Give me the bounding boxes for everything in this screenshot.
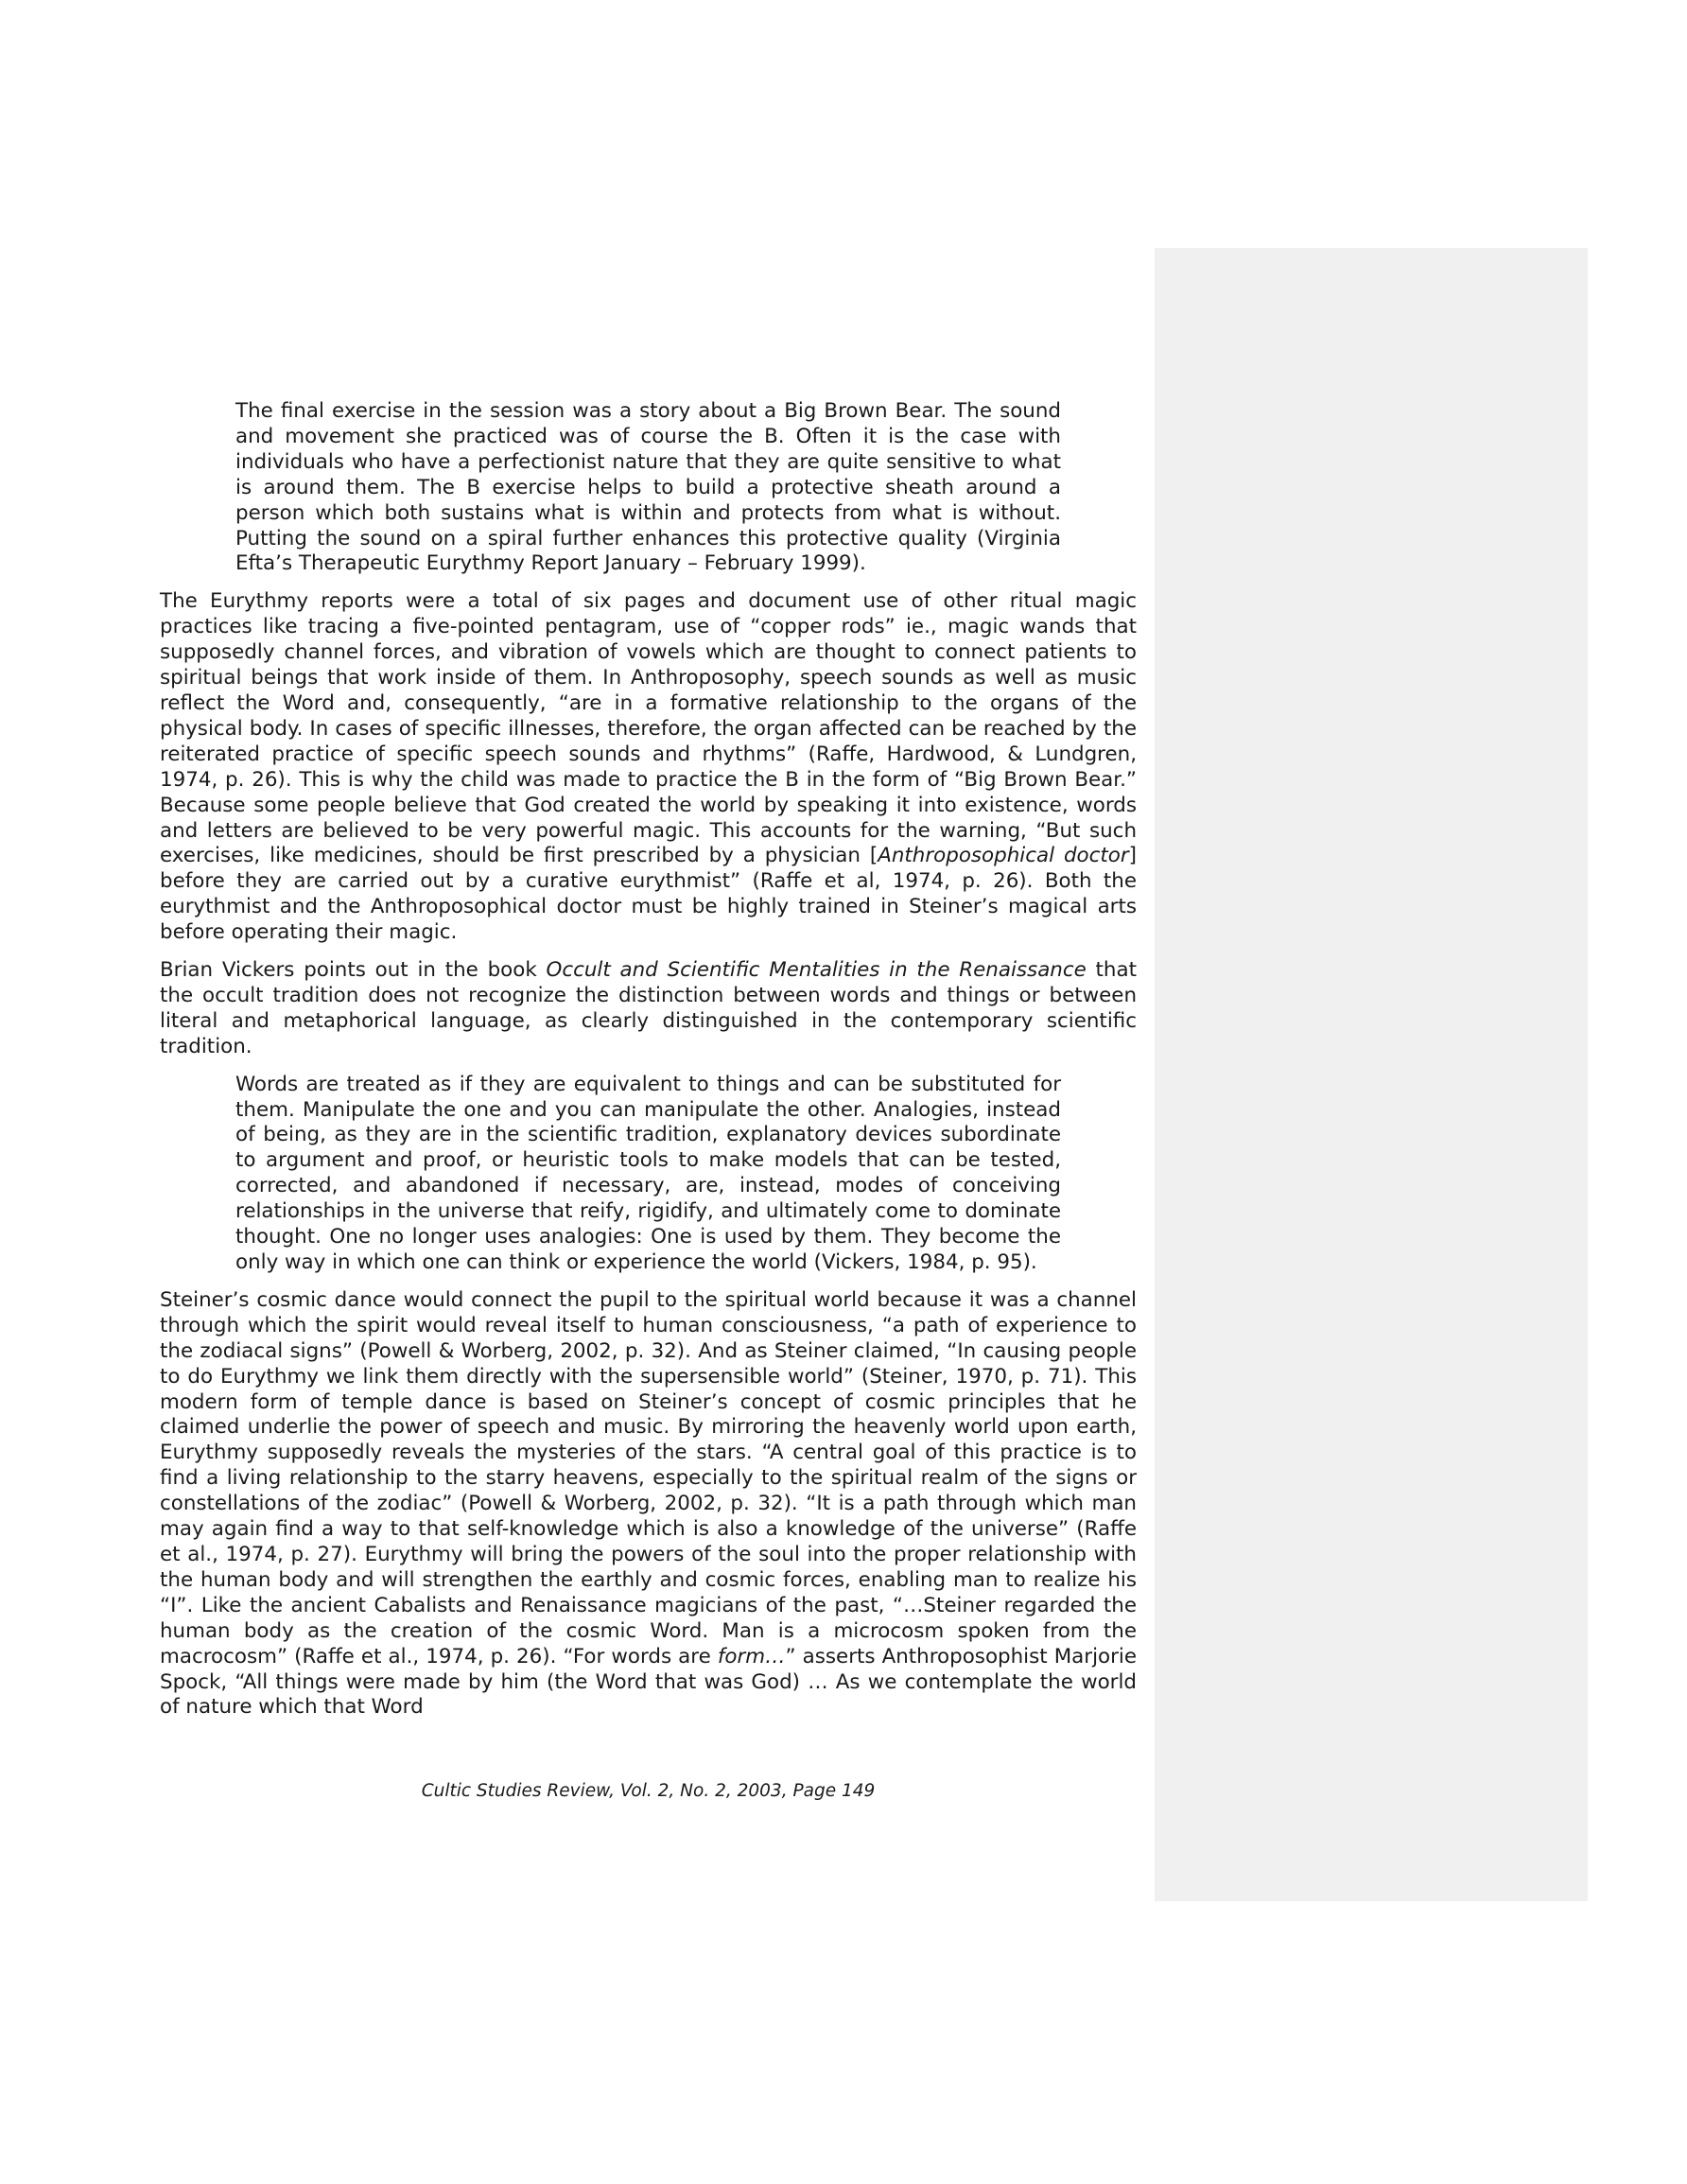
body-paragraph <box>160 1288 1137 1721</box>
document-body <box>160 399 1137 1733</box>
block-quote <box>235 399 1061 577</box>
italic-text: Anthroposophical doctor <box>878 844 1129 868</box>
body-paragraph <box>160 958 1137 1060</box>
text-run: The final exercise in the session was a story about a Big Brown Bear. The sound and movement she practiced was of course the B. Often it is the case with individuals who have a perfectionist nature that they are quite sensitive to what is around them. The B exercise helps to build a protective sheath around a person which both sustains what is within and protects from what is without. Putting the sound on a spiral further enhances this protective quality (Virginia Efta’s Therapeutic Eurythmy Report January – February 1999). <box>235 399 1061 576</box>
block-quote <box>235 1073 1061 1276</box>
text-run: Steiner’s cosmic dance would connect the pupil to the spiritual world because it was a channel through which the spirit would reveal itself to human consciousness, “a path of experience to the zodiacal signs” (Powell & Worberg, 2002, p. 32). And as Steiner claimed, “In causing people to do Eurythmy we link them directly with the supersensible world” (Steiner, 1970, p. 71). This modern form of temple dance is based on Steiner’s concept of cosmic principles that he claimed underlie the power of speech and music. By mirroring the heavenly world upon earth, Eurythmy supposedly reveals the mysteries of the stars. “A central goal of this practice is to find a living relationship to the starry heavens, especially to the spiritual realm of the signs or constellations of the zodiac” (Powell & Worberg, 2002, p. 32). “It is a path through which man may again find a way to that self-knowledge which is also a knowledge of the universe” (Raffe et al., 1974, p. 27). Eurythmy will bring the powers of the soul into the proper relationship with the human body and will strengthen the earthly and cosmic forces, enabling man to realize his “I”. Like the ancient Cabalists and Renaissance magicians of the past, “…Steiner regarded the human body as the creation of the cosmic Word. Man is a microcosm spoken from the macrocosm” (Raffe et al., 1974, p. 26). “For words are <box>160 1287 1137 1669</box>
comment-pane <box>1155 248 1588 1901</box>
body-paragraph <box>160 589 1137 946</box>
text-run: that the occult tradition does not recognize the distinction between words and things or between literal and metaphorical language, as clearly distinguished in the contemporary scientific tradition. <box>160 958 1137 1058</box>
page-footer: Cultic Studies Review, Vol. 2, No. 2, 2003, Page 149 <box>421 1781 876 1801</box>
text-run: Words are treated as if they are equivalent to things and can be substituted for them. Manipulate the one and you can manipulate the other. Analogies, instead of being, as they are in the scientific tradition, explanatory devices subordinate to argument and proof, or heuristic tools to make models that can be tested, corrected, and abandoned if necessary, are, instead, modes of conceiving relationships in the universe that reify, rigidify, and ultimately come to dominate thought. One no longer uses analogies: One is used by them. They become the only way in which one can think or experience the world (Vickers, 1984, p. 95). <box>235 1072 1061 1274</box>
text-run: Brian Vickers points out in the book <box>160 958 547 983</box>
italic-text: form… <box>717 1644 786 1669</box>
text-run: ] before they are carried out by a curative eurythmist” (Raffe et al, 1974, p. 26). Both the eurythmist and the Anthroposophical doctor must be highly trained in Steiner’s magical arts before operating their magic. <box>160 844 1137 945</box>
text-run: ” asserts Anthroposophist Marjorie Spock, “All things were made by him (the Word that was God) … As we contemplate the world of nature which that Word <box>160 1644 1138 1720</box>
italic-text: Occult and Scientific Mentalities in the Renaissance <box>546 958 1087 983</box>
text-run: The Eurythmy reports were a total of six pages and document use of other ritual magic practices like tracing a five-pointed pentagram, use of “copper rods” ie., magic wands that supposedly channel forces, and vibration of vowels which are thought to connect patients to spiritual beings that work inside of them. In Anthroposophy, speech sounds as well as music reflect the Word and, consequently, “are in a formative relationship to the organs of the physical body. In cases of specific illnesses, therefore, the organ affected can be reached by the reiterated practice of specific speech sounds and rhythms” (Raffe, Hardwood, & Lundgren, 1974, p. 26). This is why the child was made to practice the B in the form of “Big Brown Bear.” Because some people believe that God created the world by speaking it into existence, words and letters are believed to be very powerful magic. This accounts for the warning, “But such exercises, like medicines, should be first prescribed by a physician [ <box>160 589 1137 868</box>
